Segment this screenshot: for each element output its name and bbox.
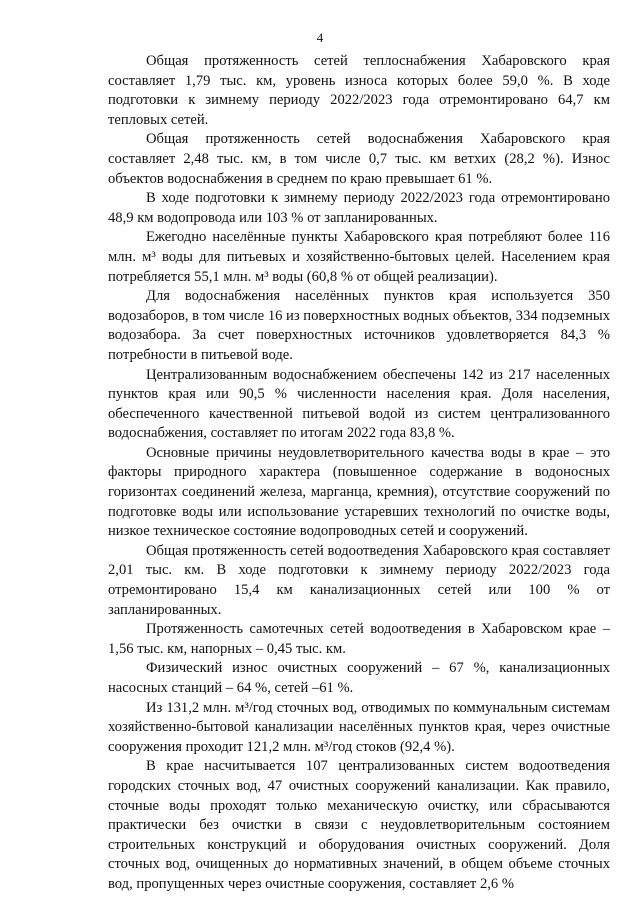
paragraph-water-supply-networks: Общая протяженность сетей водоснабжения Хабаровского края составляет 2,48 тыс. км, в том числе 0,7 тыс. км ветхих (28,2 %). Износ объектов водоснабжения в среднем по краю превышает 61 %. [108,131,610,187]
paragraph-sewer-networks: Общая протяженность сетей водоотведения Хабаровского края составляет 2,01 тыс. км. В ходе подготовки к зимнему периоду 2022/2023 года отремонтировано 15,4 км канализационных сетей или 100 % от запланированных. [108,542,610,618]
paragraph-physical-wear: Физический износ очистных сооружений – 67 %, канализационных насосных станций – 64 %, сетей –61 %. [108,660,610,696]
paragraph-water-consumption: Ежегодно населённые пункты Хабаровского края потребляют более 116 млн. м³ воды для питьевых и хозяйственно-бытовых целей. Населением края потребляется 55,1 млн. м³ воды (60,8 % от общей реализации). [108,229,610,285]
paragraph-wastewater-volume: Из 131,2 млн. м³/год сточных вод, отводимых по коммунальным системам хозяйственно-бытовой канализации населённых пунктов края, через очистные сооружения проходит 121,2 млн. м³/год стоков (92,4 %). [108,699,610,755]
paragraph-gravity-pressure-networks: Протяженность самотечных сетей водоотведения в Хабаровском крае – 1,56 тыс. км, напорных – 0,45 тыс. км. [108,621,610,657]
paragraph-heat-networks: Общая протяженность сетей теплоснабжения Хабаровского края составляет 1,79 тыс. км, уровень износа которых более 59,0 %. В ходе подготовки к зимнему периоду 2022/2023 года отремонтировано 64,7 км тепловых сетей. [108,53,610,128]
page-number: 4 [316,30,324,45]
paragraph-water-intakes: Для водоснабжения населённых пунктов края используется 350 водозаборов, в том числе 16 из поверхностных водных объектов, 334 подземных водозабора. За счет поверхностных источников удовлетворяется 84,3 % потребности в питьевой воде. [108,288,610,363]
paragraph-sewage-systems: В крае насчитывается 107 централизованных систем водоотведения городских сточных вод, 47 очистных сооружений канализации. Как правило, сточные воды проходят только механическую очистку, или сбрасываются практически без очистки в связи с неудовлетворительным состоянием строительных конструкций и оборудования очистных сооружений. Доля сточных вод, очищенных до нормативных значений, в общем объеме сточных вод, пропущенных через очистные сооружения, составляет 2,6 % [108,758,610,892]
paragraph-water-quality-causes: Основные причины неудовлетворительного качества воды в крае – это факторы природного характера (повышенное содержание в водоносных горизонтах соединений железа, марганца, кремния), отсутствие сооружений по подготовке воды или использование устаревших технологий по очистке воды, низкое техническое состояние водопроводных сетей и сооружений. [108,444,610,540]
paragraph-water-pipeline-repair: В ходе подготовки к зимнему периоду 2022/2023 года отремонтировано 48,9 км водопровода или 103 % от запланированных. [108,190,610,226]
document-body [108,52,610,895]
paragraph-centralized-supply: Централизованным водоснабжением обеспечены 142 из 217 населенных пунктов края или 90,5 % численности населения края. Доля населения, обеспеченного качественной питьевой водой из систем централизованного водоснабжения, составляет по итогам 2022 года 83,8 %. [108,366,610,442]
